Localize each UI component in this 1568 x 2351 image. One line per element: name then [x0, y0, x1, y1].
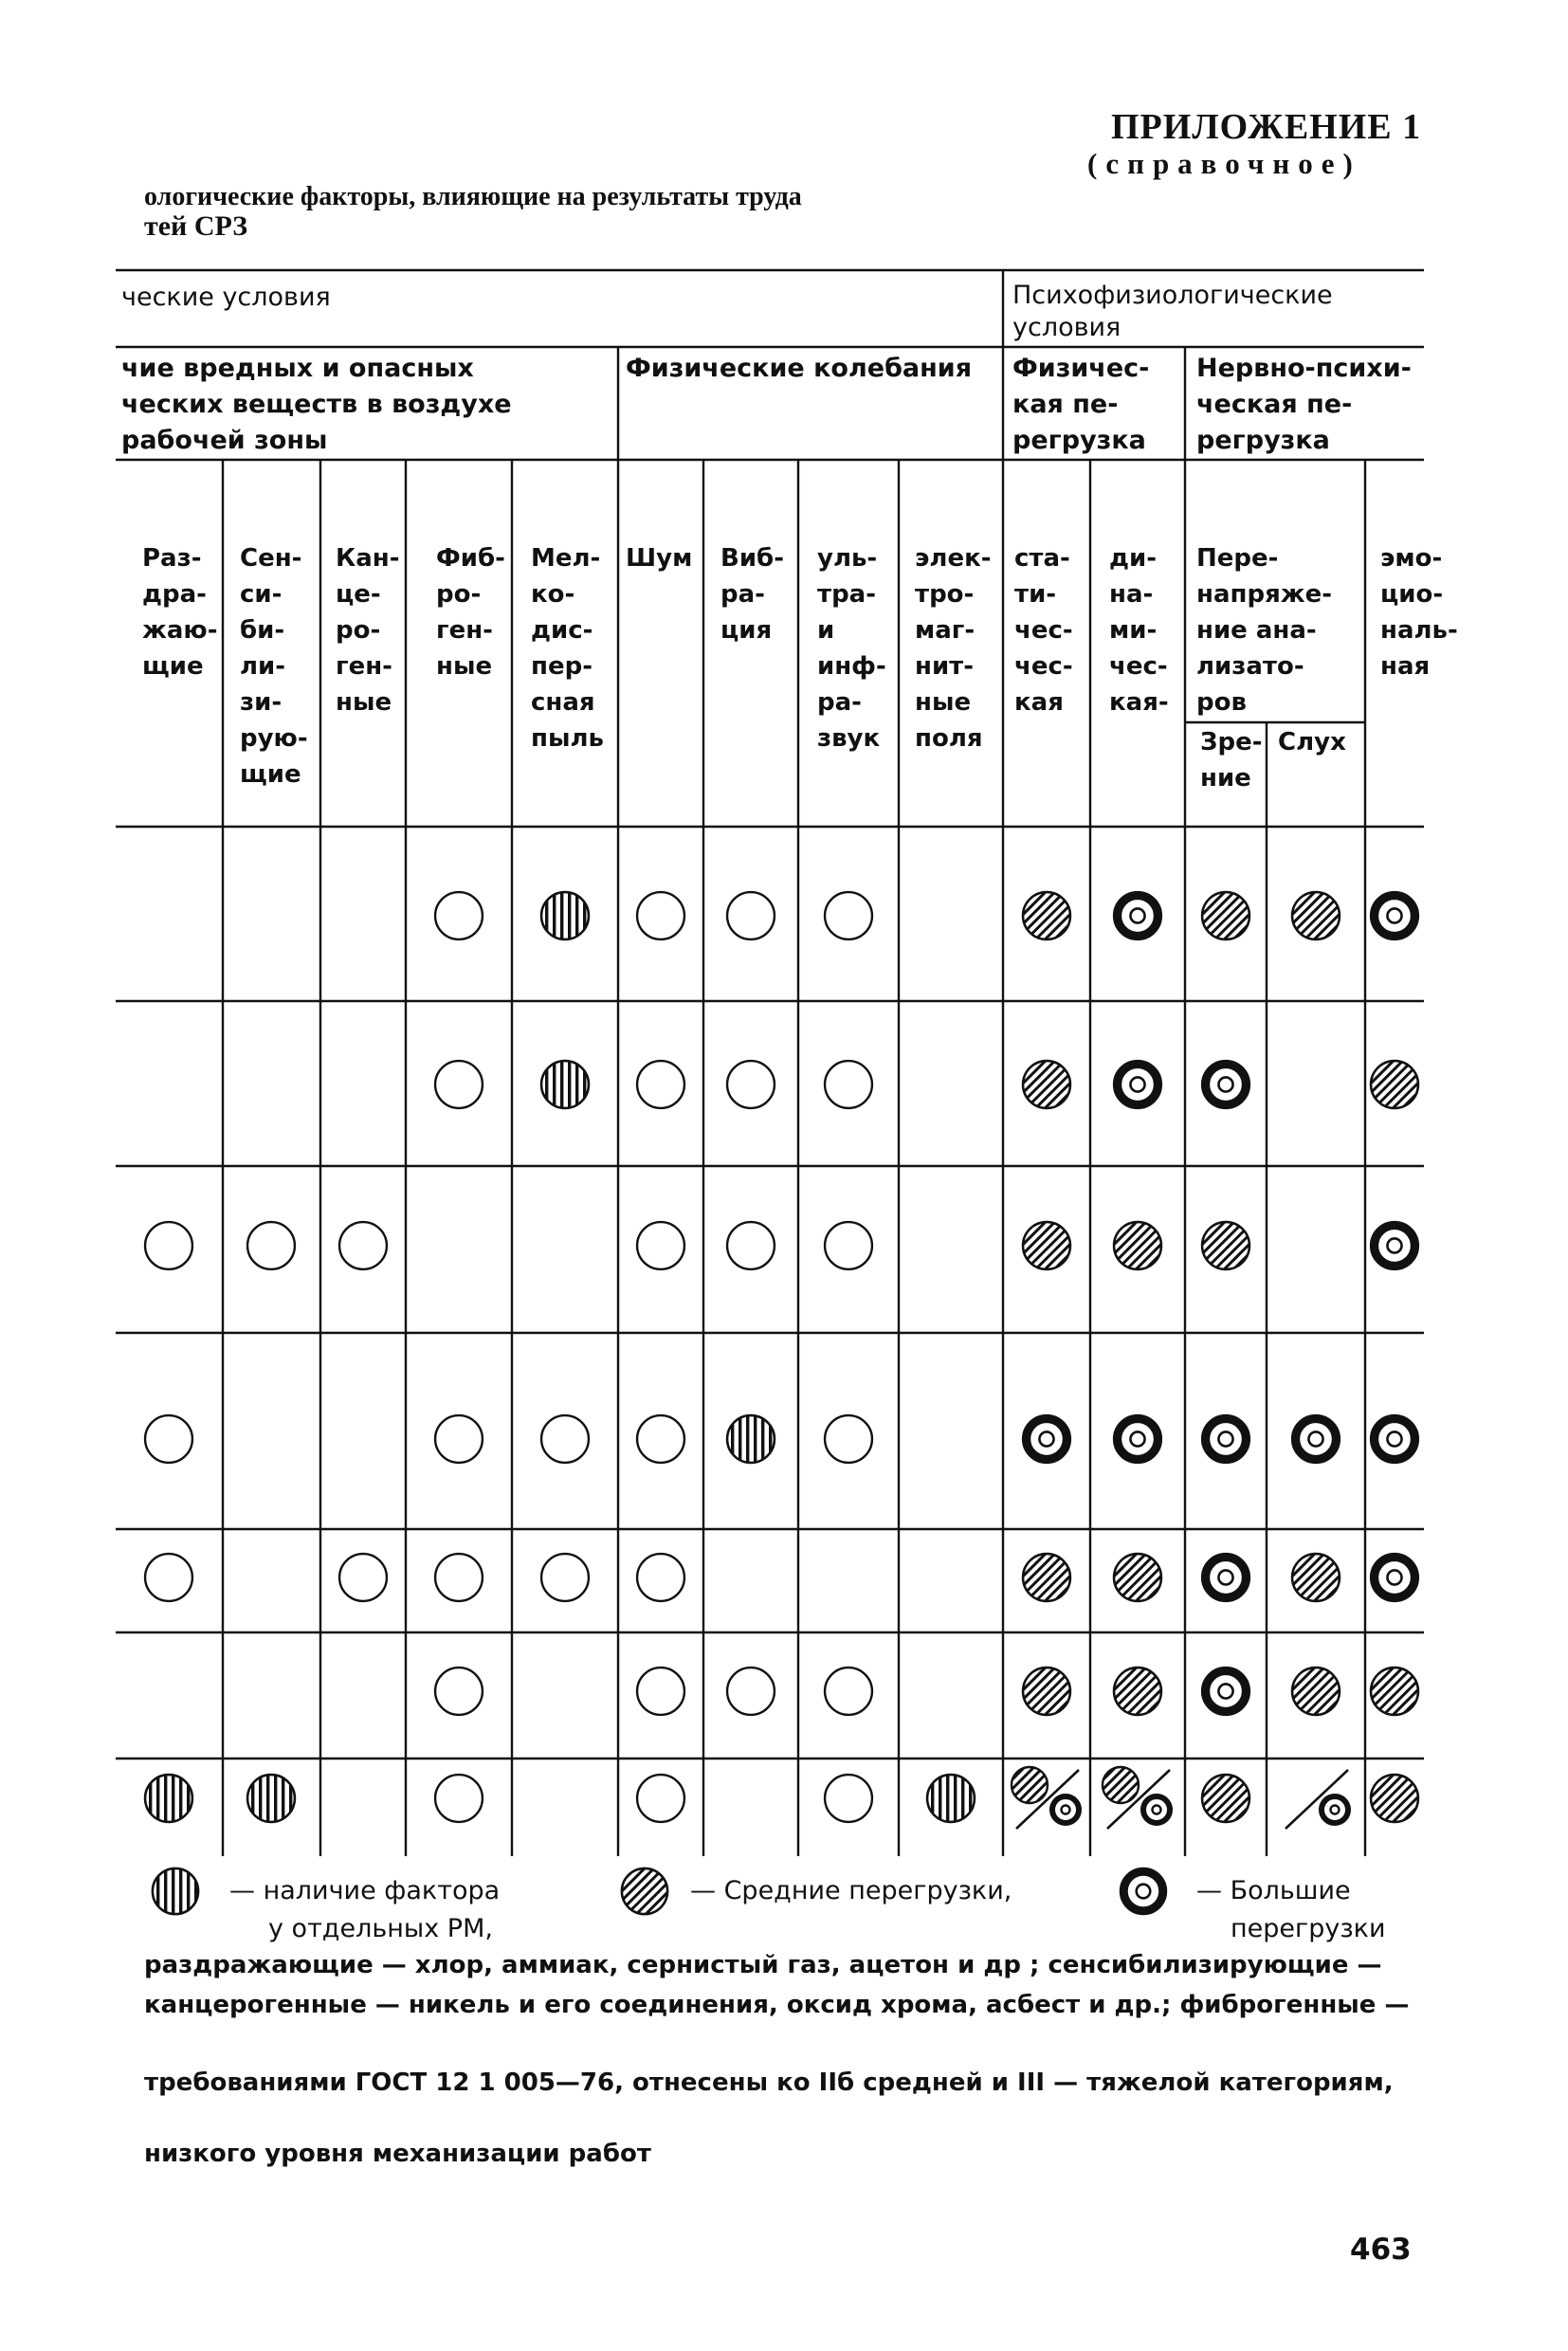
note-line-2: канцерогенные — никель и его соединения, оксид хрома, асбест и др.; фиброгенные — — [144, 1991, 1410, 2019]
medium-overload-diagonal-hatch-icon — [1019, 1218, 1074, 1273]
high-overload-double-ring-icon — [1367, 888, 1422, 943]
column-header-fibrogenic: Фиб- ро- ген- ные — [436, 544, 505, 681]
partial-factor-vertical-hatch-icon — [149, 1865, 202, 1918]
high-overload-double-ring-icon — [1110, 888, 1165, 943]
high-overload-double-ring-icon — [1367, 1412, 1422, 1467]
medium-high-overload-split-icon — [1007, 1764, 1086, 1832]
medium-overload-diagonal-hatch-icon — [1019, 1550, 1074, 1605]
column-header-ultra-infrasound: уль- тра- и инф- ра- звук — [817, 544, 886, 753]
partial-factor-vertical-hatch-icon — [244, 1771, 299, 1826]
high-overload-double-ring-icon — [1288, 1412, 1343, 1467]
column-header-em-fields: элек- тро- маг- нит- ные поля — [915, 544, 992, 753]
medium-overload-diagonal-hatch-icon — [1288, 1550, 1343, 1605]
factor-present-circle-icon — [723, 1218, 778, 1273]
legend-high-overload-text: — Большие — [1196, 1876, 1351, 1905]
subgroup-header-nervous-overload: Нервно-психи- ческая пе- регрузка — [1196, 354, 1412, 455]
factor-present-circle-icon — [821, 1771, 876, 1826]
group-header-conditions: ческие условия — [121, 282, 331, 312]
factor-present-circle-icon — [244, 1218, 299, 1273]
factor-present-circle-icon — [141, 1550, 196, 1605]
column-header-irritants: Раз- дра- жаю- щие — [142, 544, 218, 681]
group-header-psychophysiological: Психофизиологические условия — [1012, 281, 1333, 342]
column-header-emotional: эмо- цио- наль- ная — [1380, 544, 1458, 681]
column-header-static: ста- ти- чес- чес- кая — [1014, 544, 1073, 717]
medium-high-overload-split-icon — [1098, 1764, 1177, 1832]
medium-overload-diagonal-hatch-icon — [1198, 1771, 1253, 1826]
medium-overload-diagonal-hatch-icon — [1367, 1771, 1422, 1826]
column-header-fine-dust: Мел- ко- дис- пер- сная пыль — [531, 544, 604, 753]
column-header-analyzer-strain: Пере- напряже- ние ана- лизато- ров — [1196, 544, 1333, 717]
factor-present-circle-icon — [633, 1057, 688, 1112]
high-overload-double-ring-icon — [1110, 1412, 1165, 1467]
column-header-carcinogens: Кан- це- ро- ген- ные — [336, 544, 400, 717]
factor-present-circle-icon — [723, 888, 778, 943]
medium-overload-diagonal-hatch-icon — [1110, 1664, 1165, 1719]
legend-diagonal-hatch-symbol — [618, 1865, 671, 1918]
medium-overload-diagonal-hatch-icon — [1019, 888, 1074, 943]
partial-factor-vertical-hatch-icon — [538, 888, 593, 943]
factor-present-circle-icon — [431, 1550, 486, 1605]
factor-present-circle-icon — [431, 1057, 486, 1112]
partial-factor-vertical-hatch-icon — [723, 1412, 778, 1467]
factor-present-circle-icon — [538, 1412, 593, 1467]
factor-present-circle-icon — [821, 888, 876, 943]
medium-overload-diagonal-hatch-icon — [1198, 1218, 1253, 1273]
factor-present-circle-icon — [336, 1550, 391, 1605]
table-caption-line2: тей СРЗ — [144, 210, 248, 242]
subgroup-header-physical-oscillations: Физические колебания — [626, 354, 973, 383]
legend-high-overload-text2: перегрузки — [1231, 1914, 1386, 1943]
high-overload-double-ring-icon — [1198, 1412, 1253, 1467]
medium-overload-diagonal-hatch-icon — [1110, 1550, 1165, 1605]
appendix-title: ПРИЛОЖЕНИЕ 1 — [1111, 107, 1422, 147]
high-overload-double-ring-icon — [1019, 1412, 1074, 1467]
high-overload-double-ring-icon — [1198, 1550, 1253, 1605]
factor-present-circle-icon — [723, 1664, 778, 1719]
note-line-3: требованиями ГОСТ 12 1 005—76, отнесены ко IIб средней и III — тяжелой категориям, — [144, 2069, 1394, 2097]
column-header-sensitizers: Сен- си- би- ли- зи- рую- щие — [240, 544, 308, 789]
factor-present-circle-icon — [141, 1218, 196, 1273]
legend-partial-presence-text: — наличие фактора — [229, 1876, 501, 1905]
legend-partial-presence-text2: у отдельных РМ, — [268, 1914, 493, 1943]
factor-present-circle-icon — [633, 888, 688, 943]
note-line-1: раздражающие — хлор, аммиак, сернистый газ, ацетон и др ; сенсибилизирующие — — [144, 1951, 1382, 1979]
factor-present-circle-icon — [723, 1057, 778, 1112]
medium-overload-diagonal-hatch-icon — [1367, 1057, 1422, 1112]
factor-present-circle-icon — [633, 1664, 688, 1719]
page-number: 463 — [1350, 2233, 1412, 2267]
medium-overload-diagonal-hatch-icon — [618, 1865, 671, 1918]
factor-present-circle-icon — [431, 1771, 486, 1826]
column-header-dynamic: ди- на- ми- чес- кая- — [1109, 544, 1169, 717]
factor-present-circle-icon — [633, 1550, 688, 1605]
medium-overload-diagonal-hatch-icon — [1288, 888, 1343, 943]
partial-factor-vertical-hatch-icon — [141, 1771, 196, 1826]
factor-present-circle-icon — [821, 1057, 876, 1112]
appendix-subtitle: (справочное) — [1087, 147, 1361, 180]
subgroup-header-physical-overload: Физичес- кая пе- регрузка — [1012, 354, 1150, 455]
factor-present-circle-icon — [633, 1218, 688, 1273]
subcolumn-header-vision: Зре- ние — [1200, 728, 1263, 793]
factor-present-circle-icon — [821, 1412, 876, 1467]
factor-present-circle-icon — [821, 1218, 876, 1273]
high-overload-double-ring-icon — [1110, 1057, 1165, 1112]
factor-present-circle-icon — [431, 1664, 486, 1719]
high-overload-double-ring-icon — [1367, 1550, 1422, 1605]
factor-present-circle-icon — [431, 888, 486, 943]
medium-overload-diagonal-hatch-icon — [1288, 1664, 1343, 1719]
partial-factor-vertical-hatch-icon — [538, 1057, 593, 1112]
column-header-vibration: Виб- ра- ция — [720, 544, 784, 645]
legend-double-ring-symbol — [1117, 1865, 1170, 1918]
factor-present-circle-icon — [538, 1550, 593, 1605]
medium-overload-diagonal-hatch-icon — [1110, 1218, 1165, 1273]
partial-factor-vertical-hatch-icon — [923, 1771, 978, 1826]
medium-overload-diagonal-hatch-icon — [1367, 1664, 1422, 1719]
legend-vertical-hatch-symbol — [149, 1865, 202, 1918]
factor-present-circle-icon — [141, 1412, 196, 1467]
table-caption-line1: ологические факторы, влияющие на результаты труда — [144, 182, 802, 211]
factor-present-circle-icon — [633, 1412, 688, 1467]
high-overload-double-ring-icon — [1117, 1865, 1170, 1918]
partial-high-overload-slash-icon — [1276, 1764, 1356, 1832]
medium-overload-diagonal-hatch-icon — [1019, 1664, 1074, 1719]
legend-medium-overload-text: — Средние перегрузки, — [690, 1876, 1012, 1905]
factor-present-circle-icon — [431, 1412, 486, 1467]
high-overload-double-ring-icon — [1198, 1664, 1253, 1719]
note-line-4: низкого уровня механизации работ — [144, 2140, 651, 2168]
medium-overload-diagonal-hatch-icon — [1198, 888, 1253, 943]
factor-present-circle-icon — [336, 1218, 391, 1273]
factor-present-circle-icon — [633, 1771, 688, 1826]
high-overload-double-ring-icon — [1198, 1057, 1253, 1112]
subcolumn-header-hearing: Слух — [1278, 728, 1346, 756]
medium-overload-diagonal-hatch-icon — [1019, 1057, 1074, 1112]
subgroup-header-harmful-substances: чие вредных и опасных ческих веществ в воздухе рабочей зоны — [121, 354, 512, 455]
column-header-noise: Шум — [626, 544, 693, 573]
high-overload-double-ring-icon — [1367, 1218, 1422, 1273]
factor-present-circle-icon — [821, 1664, 876, 1719]
